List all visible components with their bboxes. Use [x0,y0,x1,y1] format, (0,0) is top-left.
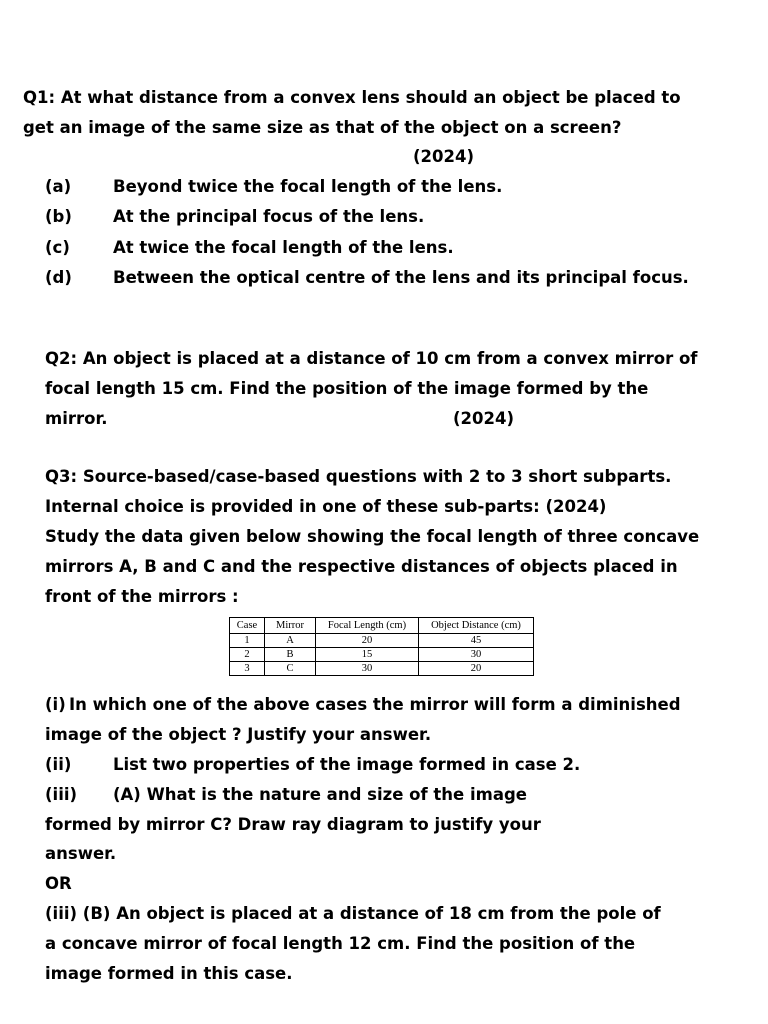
q3-part-iii-label: (iii) [45,785,78,804]
table-cell: 3 [230,662,265,676]
q3-part-iii-text: (A) What is the nature and size of the image [113,785,527,804]
q1-option-b-text: At the principal focus of the lens. [113,207,425,226]
table-header-row [230,618,534,634]
q1-option-d-label: (d) [45,268,72,287]
table-row [230,634,534,648]
q2-line-1: Q2: An object is placed at a distance of 10 cm from a convex mirror of [45,349,698,368]
table-cell: 1 [230,634,265,648]
q3-part-iiib-line-2: a concave mirror of focal length 12 cm. Find the position of the [45,934,636,953]
q1-line-2: get an image of the same size as that of the object on a screen? [23,118,622,137]
q3-line-3: Study the data given below showing the focal length of three concave [45,527,700,546]
table-header-object-distance: Object Distance (cm) [419,618,534,634]
q1-line-1: Q1: At what distance from a convex lens should an object be placed to [23,88,681,107]
table-header-case: Case [230,618,265,634]
table-header-mirror: Mirror [265,618,316,634]
mirror-data-table [229,617,534,676]
q3-line-2: Internal choice is provided in one of these sub-parts: (2024) [45,497,607,516]
q3-part-iii-line-2: formed by mirror C? Draw ray diagram to justify your [45,815,541,834]
q1-option-d-text: Between the optical centre of the lens and its principal focus. [113,268,689,287]
q2-year: (2024) [453,409,515,428]
q3-part-ii-text: List two properties of the image formed in case 2. [113,755,581,774]
table-cell: B [265,648,316,662]
q3-part-iii-line-3: answer. [45,844,117,863]
q1-option-b-label: (b) [45,207,72,226]
q1-option-c-text: At twice the focal length of the lens. [113,238,454,257]
table-cell: 30 [419,648,534,662]
q3-part-i-line-2: image of the object ? Justify your answer. [45,725,432,744]
or-divider-text: OR [45,874,72,893]
table-row [230,662,534,676]
q3-part-iiib-line-3: image formed in this case. [45,964,293,983]
table-header-focal-length: Focal Length (cm) [316,618,419,634]
table-cell: 15 [316,648,419,662]
q3-line-4: mirrors A, B and C and the respective distances of objects placed in [45,557,678,576]
q1-year: (2024) [413,147,475,166]
table-cell: A [265,634,316,648]
q1-option-a-label: (a) [45,177,72,196]
table-cell: 20 [419,662,534,676]
table-cell: 2 [230,648,265,662]
q1-option-a-text: Beyond twice the focal length of the lens. [113,177,503,196]
q2-line-3: mirror. [45,409,108,428]
q1-option-c-label: (c) [45,238,70,257]
q3-part-ii-label: (ii) [45,755,72,774]
q3-part-iiib-line-1: (iii) (B) An object is placed at a distance of 18 cm from the pole of [45,904,661,923]
q3-line-1: Q3: Source-based/case-based questions with 2 to 3 short subparts. [45,467,672,486]
q2-line-2: focal length 15 cm. Find the position of the image formed by the [45,379,649,398]
q3-line-5: front of the mirrors : [45,587,239,606]
table-cell: C [265,662,316,676]
table-row [230,648,534,662]
table-cell: 30 [316,662,419,676]
table-cell: 20 [316,634,419,648]
q3-part-i-line-1: (i) In which one of the above cases the mirror will form a diminished [45,695,681,714]
table-cell: 45 [419,634,534,648]
